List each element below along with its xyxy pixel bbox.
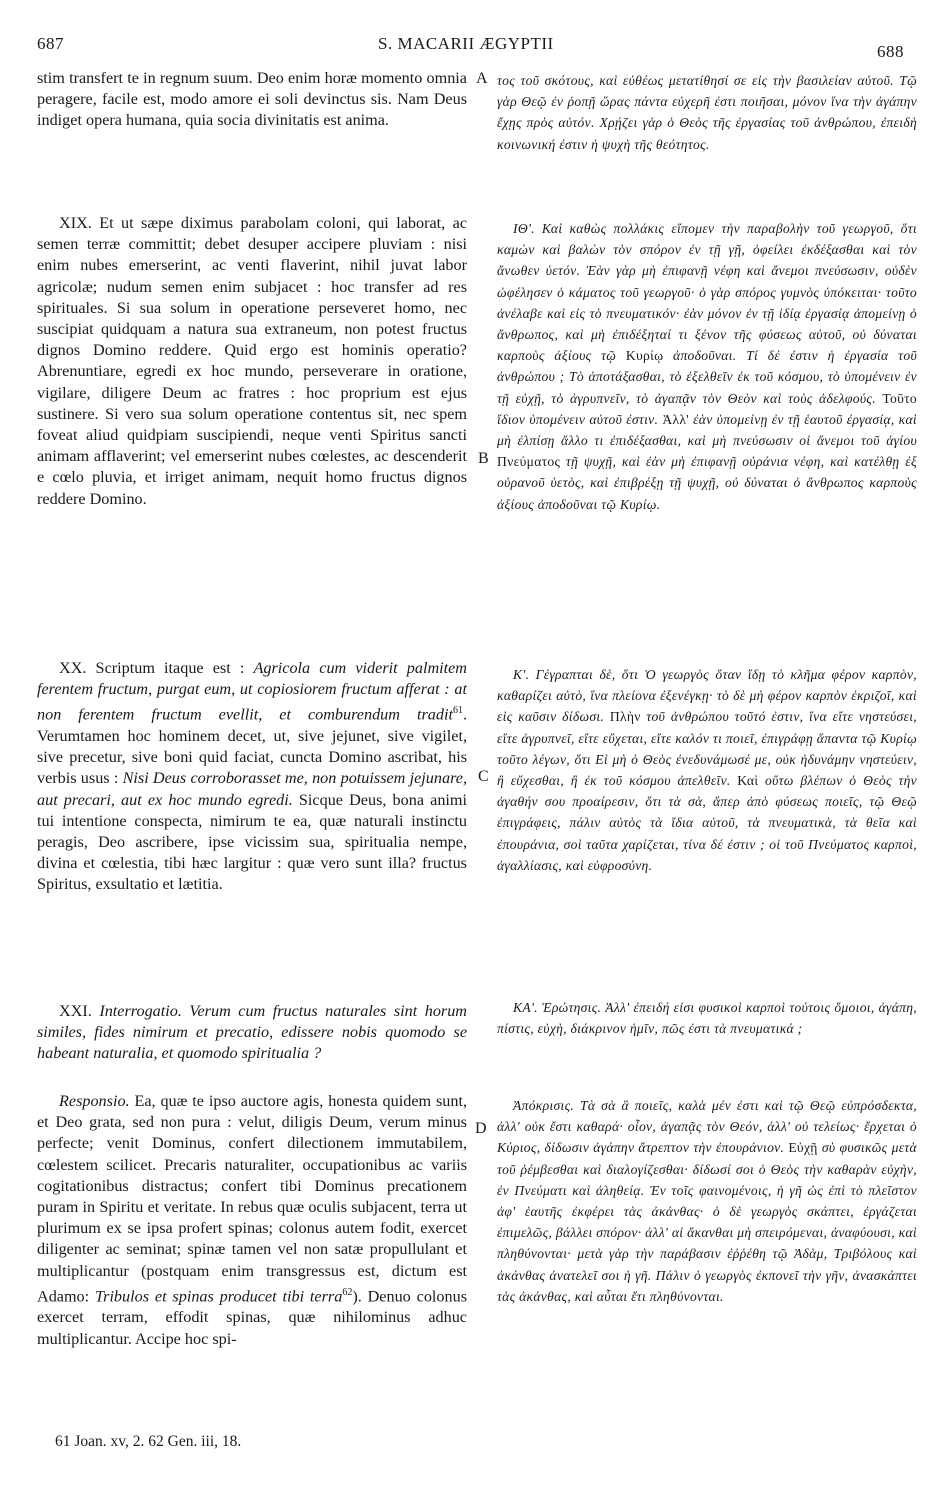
latin-p1: stim transfert te in regnum suum. Deo enim horæ momento omnia peragere, facile est, modo amore ei soli devinctus sis. Nam Deus indiget opera humana, quia socia divinitatis est anima. (37, 69, 467, 130)
page-number-right: 688 (877, 42, 904, 61)
greek-p3: Κ'. Γέγραπται δὲ, ὅτι Ὁ γεωργὸς ὅταν ἴδῃ τὸ κλῆμα φέρον καρπὸν, καθαρίζει αὐτὸ, ἵνα πλείονα ἐξενέγκῃ· τὸ δὲ μὴ φέρον καρπὸν ἐκριζοῖ, καὶ εἰς καῦσιν δίδωσι. Πλὴν τοῦ ἀνθρώπου τοῦτό ἐστιν, ἵνα εἴτε νηστεύσει, εἴτε ἀγρυπνεῖ, εἴτε εὔχεται, εἴτε καλόν τι ποιεῖ, ἐπιγράφῃ ἅπαντα τῷ Κυρίῳ τοῦτο λέγων, ὅτι Εἰ μὴ ὁ Θεὸς ἐνεδυνάμωσέ με, οὐκ ἠδυνάμην νηστεύειν, ἢ εὔχεσθαι, ἢ ἐκ τοῦ κόσμου ἀπελθεῖν. Καὶ οὕτω βλέπων ὁ Θεὸς τὴν ἀγαθήν σου προαίρεσιν, ὅτι τὰ σὰ, ἅπερ ἀπὸ φύσεως ποιεῖς, τῷ Θεῷ ἐπιγράφεις, πάλιν αὐτὸς τὰ ἴδια αὐτοῦ, τὰ πνευματικὰ, τὰ θεῖα καὶ ἐπουράνια, σοὶ ταῦτα χαρίζεται, τίνα δέ ἐστιν ; οἱ τοῦ Πνεύματος καρποὶ, ἀγαλλίασις, καὶ εὐφροσύνη. (497, 667, 917, 873)
latin-quote-john: Agricola cum viderit palmitem ferentem fructum, purgat eum, ut copiosiorem fructum afferat : at non ferentem fructum evellit, et comburendum tradit (37, 659, 467, 724)
greek-p1: τος τοῦ σκότους, καὶ εὐθέως μετατίθησί σε εἰς τὴν βασιλείαν αὐτοῦ. Τῷ γὰρ Θεῷ ἐν ῥοπῇ ὥρας πάντα εὐχερῆ ἐστι ποιῆσαι, μόνον ἵνα τὴν ἀγάπην ἔχῃς πρὸς αὐτόν. Χρῄζει γὰρ ὁ Θεὸς τῆς ἐργασίας τοῦ ἀνθρώπου, ἐπειδὴ κοινωνική ἐστιν ἡ ψυχὴ τῆς θεότητος. (497, 73, 917, 152)
margin-letter-c: C (478, 768, 489, 785)
greek-p5: Ἀπόκρισις. Τὰ σὰ ἃ ποιεῖς, καλὰ μέν ἐστι καὶ τῷ Θεῷ εὐπρόσδεκτα, ἀλλ' οὐκ ἔστι καθαρά· οἷον, ἀγαπᾷς τὸν Θεόν, ἀλλ' οὐ τελείως· ἔρχεται ὁ Κύριος, δίδωσιν ἀγάπην ἄτρεπτον τὴν ἐπουράνιον. Εὐχῇ σὺ φυσικῶς μετὰ τοῦ ῥέμβεσθαι καὶ διαλογίζεσθαι· δίδωσί σοι ὁ Θεὸς τὴν καθαρὰν εὐχὴν, ἐν Πνεύματι καὶ ἀληθείᾳ. Ἐν τοῖς φαινομένοις, ἡ γῆ ὡς ἐπὶ τὸ πλεῖστον ἀφ' ἑαυτῆς ἐκφέρει τὰς ἀκάνθας· ὁ δὲ γεωργὸς σκάπτει, ἐργάζεται ἐπιμελῶς, βάλλει σπόρον· ἀλλ' αἱ ἄκανθαι μὴ σπειρόμεναι, ἀναφύουσι, καὶ πληθύνονται· μετὰ γὰρ τὴν παράβασιν ἐῤῥέθη τῷ Ἀδὰμ, Τριβόλους καὶ ἀκάνθας ἀνατελεῖ σοι ἡ γῆ. Πάλιν ὁ γεωργὸς ἐκπονεῖ τὴν γῆν, ἀνασκάπτει τὰς ἀκάνθας, καὶ αὗται ἔτι πληθύνονται. (497, 1098, 917, 1304)
latin-p3: XX. Scriptum itaque est : Agricola cum viderit palmitem ferentem fructum, purgat eum, ut copiosiorem fructum afferat : at non ferentem fructum evellit, et comburendum tradit$^{61}$. Verumtamen hoc hominem decet, ut, sive jejunet, sive vigilet, sive precetur, sive boni quid faciat, cuncta Domino ascribat, his verbis usus : Nisi Deus corroborasset me, non potuissem jejunare, aut precari, aut ex hoc mundo egredi. Sicque Deus, bona animi tui intentione conspecta, nimirum te ea, quæ naturali instinctu peragis, Deo ascribere, ipse vicissim sua, spiritualia nempe, divina et cœlestia, tibi hæc largitur : quæ vero sunt illa? fructus Spiritus, exsultatio et lætitia. (37, 659, 468, 894)
latin-p4: XXI. Interrogatio. Verum cum fructus naturales sint horum similes, fides nimirum et precatio, edissere nobis quomodo se habeant naturalia, et quomodo spiritualia ? (37, 1002, 467, 1063)
footnotes: 61 Joan. xv, 2. 62 Gen. iii, 18. (55, 1433, 242, 1450)
greek-p4: ΚΑ'. Ἐρώτησις. Ἀλλ' ἐπειδή εἰσι φυσικοὶ καρποὶ τούτοις ὅμοιοι, ἀγάπη, πίστις, εὐχὴ, διάκρινον ἡμῖν, πῶς ἐστι τὰ πνευματικά ; (497, 1000, 917, 1037)
running-title: S. MACARII ÆGYPTII (378, 34, 554, 53)
margin-letter-a: A (476, 70, 488, 87)
latin-p5: Responsio. Ea, quæ te ipso auctore agis, honesta quidem sunt, et Deo grata, sed non pura : velut, diligis Deum, verum minus perfecte; venit Dominus, confert dilectionem immutabilem, cœlestem scilicet. Precaris naturaliter, occupationibus ac variis cogitationibus distractus; confert tibi Dominus precationem puram in Spiritu et veritate. In rebus quæ oculis subjacent, terra ut plurimum ex se ipsa profert spinas; colonus autem fodit, exercet diligenter ac seminat; spinæ tamen vel non satæ propullulant et multiplicantur (postquam enim transgressus est, dictum est Adamo: Tribulos et spinas producet tibi terra$^{62}$). Denuo colonus exercet terram, effodit spinas, quæ nihilominus adhuc multiplicantur. Accipe hoc spi- (37, 1092, 467, 1348)
page-number-left: 687 (37, 34, 64, 53)
margin-letter-d: D (475, 1120, 487, 1137)
footnote-ref-61: 61 (452, 705, 463, 717)
latin-quote-prayer: Nisi Deus corroborasset me, non potuissem jejunare, aut precari, aut ex hoc mundo egredi. (37, 769, 468, 809)
latin-p2: XIX. Et ut sæpe diximus parabolam coloni, qui laborat, ac semen terræ committit; debet desuper accipere pluviam : nisi enim nubes emerserint, ac venti flaverint, nihil juvat labor agricolæ; nudum semen enim subjacet : hoc transfer ad res spirituales. Si sua solum in operatione perseveret homo, nec suscipiat quidquam a natura sua extraneum, non potest fructus dignos Domino reddere. Quid ergo est hominis operatio? Abrenuntiare, egredi ex hoc mundo, perseverare in oratione, vigilare, diligere Deum ac fratres : hoc proprium est ejus sustinere. Si vero sua solum operatione contentus sit, nec spem foveat aliud quidpiam suscipiendi, neque venti Spiritus sancti animam afflaverint; vel emerserint nubes cœlestes, ac descenderit e cœlo pluvia, et irriget animam, nequit homo fructus dignos reddere Domino. (37, 214, 467, 508)
greek-p2: ΙΘ'. Καὶ καθὼς πολλάκις εἴπομεν τὴν παραβολὴν τοῦ γεωργοῦ, ὅτι καμὼν καὶ βαλὼν τὸν σπόρον ἐν τῇ γῇ, ὀφείλει ἐκδέξασθαι καὶ τὸν ἄνωθεν ὑετόν. Ἐὰν γὰρ μὴ ἐπιφανῇ νέφη καὶ ἄνεμοι πνεύσωσιν, οὐδὲν ὠφέλησεν ὁ κάματος τοῦ γεωργοῦ· ὁ γὰρ σπόρος γυμνὸς ὑπόκειται· τοῦτο ἀνέλαβε καὶ εἰς τὸ πνευματικόν· ἐὰν μόνον ἐν τῇ ἰδίᾳ ἐργασίᾳ ἀπομείνῃ ὁ ἄνθρωπος, καὶ μὴ ἐπιδέξηταί τι ξένον τῆς φύσεως αὐτοῦ, οὐ δύναται καρποὺς ἀξίους τῷ Κυρίῳ ἀποδοῦναι. Τί δέ ἐστιν ἡ ἐργασία τοῦ ἀνθρώπου ; Τὸ ἀποτάξασθαι, τὸ ἐξελθεῖν ἐκ τοῦ κόσμου, τὸ ὑπομένειν ἐν τῇ εὐχῇ, τὸ ἀγρυπνεῖν, τὸ ἀγαπᾷν τὸν Θεὸν καὶ τοὺς ἀδελφούς. Τοῦτο ἴδιον ὑπομένειν αὐτοῦ ἐστιν. Ἀλλ' ἐὰν ὑπομείνῃ ἐν τῇ ἑαυτοῦ ἐργασίᾳ, καὶ μὴ ἐλπίσῃ ἄλλο τι ἐπιδέξασθαι, καὶ μὴ πνεύσωσιν οἱ ἄνεμοι τοῦ ἁγίου Πνεύματος τῇ ψυχῇ, καὶ ἐὰν μὴ ἐπιφανῇ οὐράνια νέφη, καὶ κατέλθῃ ἐξ οὐρανοῦ ὑετὸς, καὶ ἐπιβρέξῃ τῇ ψυχῇ, οὐ δύναται ὁ ἄνθρωπος καρποὺς ἀξίους ἀποδοῦναι τῷ Κυρίῳ. (497, 221, 917, 512)
latin-quote-genesis: Tribulos et spinas producet tibi terra (95, 1287, 343, 1306)
footnote-ref-62: 62 (342, 1286, 353, 1298)
margin-letter-b: B (478, 450, 489, 467)
latin-responsio-label: Responsio. (59, 1092, 130, 1110)
latin-interrogatio: Interrogatio. Verum cum fructus naturales sint horum similes, fides nimirum et precatio, edissere nobis quomodo se habeant naturalia, et quomodo spiritualia ? (37, 1002, 467, 1063)
